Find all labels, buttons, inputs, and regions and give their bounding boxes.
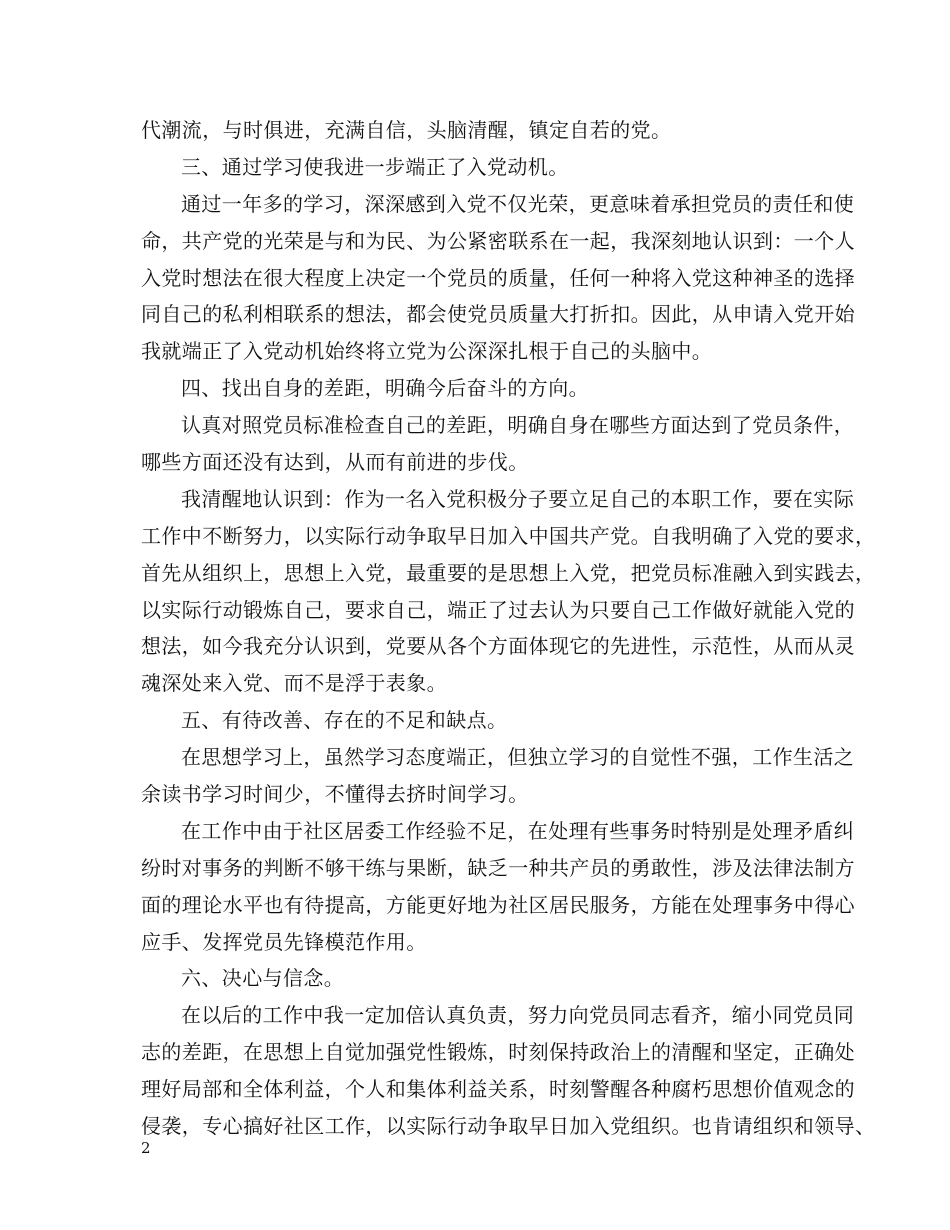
text-line: 代潮流，与时俱进，充满自信，头脑清醒，镇定自若的党。 xyxy=(141,118,672,142)
text-line: 入党时想法在很大程度上决定一个党员的质量，任何一种将入党这种神圣的选择 xyxy=(141,265,855,290)
text-line: 余读书学习时间少，不懂得去挤时间学习。 xyxy=(141,782,529,807)
text-line: 我清醒地认识到：作为一名入党积极分子要立足自己的本职工作，要在实际 xyxy=(181,486,855,511)
text-line: 同自己的私利相联系的想法，都会使党员质量大打折扣。因此，从申请入党开始 xyxy=(141,302,855,327)
section-heading: 六、决心与信念。 xyxy=(181,966,345,991)
text-line: 理好局部和全体利益，个人和集体利益关系，时刻警醒各种腐朽思想价值观念的 xyxy=(141,1077,855,1102)
text-line: 面的理论水平也有待提高，方能更好地为社区居民服务，方能在处理事务中得心 xyxy=(141,892,855,917)
text-line: 在以后的工作中我一定加倍认真负责，努力向党员同志看齐，缩小同党员同 xyxy=(181,1003,855,1028)
text-line: 志的差距，在思想上自觉加强党性锻炼，时刻保持政治上的清醒和坚定，正确处 xyxy=(141,1040,855,1065)
text-line: 命，共产党的光荣是与和为民、为公紧密联系在一起，我深刻地认识到：一个人 xyxy=(141,228,855,253)
section-heading: 五、有待改善、存在的不足和缺点。 xyxy=(181,708,508,733)
text-line: 在思想学习上，虽然学习态度端正，但独立学习的自觉性不强，工作生活之 xyxy=(181,745,855,770)
text-line: 侵袭，专心搞好社区工作，以实际行动争取早日加入党组织。也肯请组织和领导、 xyxy=(141,1114,876,1139)
text-line: 应手、发挥党员先锋模范作用。 xyxy=(141,929,427,954)
text-line: 想法，如今我充分认识到，党要从各个方面体现它的先进性，示范性，从而从灵 xyxy=(141,634,855,659)
text-line: 在工作中由于社区居委工作经验不足，在处理有些事务时特别是处理矛盾纠 xyxy=(181,818,855,843)
text-line: 工作中不断努力，以实际行动争取早日加入中国共产党。自我明确了入党的要求， xyxy=(141,523,876,548)
section-heading: 三、通过学习使我进一步端正了入党动机。 xyxy=(181,154,569,179)
text-line: 魂深处来入党、而不是浮于表象。 xyxy=(141,671,447,696)
text-line: 哪些方面还没有达到，从而有前进的步伐。 xyxy=(141,450,529,475)
body-text xyxy=(141,112,876,1145)
text-line: 通过一年多的学习，深深感到入党不仅光荣，更意味着承担党员的责任和使 xyxy=(181,191,855,216)
section-heading: 四、找出自身的差距，明确今后奋斗的方向。 xyxy=(181,376,589,401)
text-line: 首先从组织上，思想上入党，最重要的是思想上入党，把党员标准融入到实践去， xyxy=(141,560,876,585)
text-line: 以实际行动锻炼自己，要求自己，端正了过去认为只要自己工作做好就能入党的 xyxy=(141,597,855,622)
text-line: 我就端正了入党动机始终将立党为公深深扎根于自己的头脑中。 xyxy=(141,339,713,364)
text-line: 认真对照党员标准检查自己的差距，明确自身在哪些方面达到了党员条件， xyxy=(181,413,855,438)
text-line: 纷时对事务的判断不够干练与果断，缺乏一种共产员的勇敢性，涉及法律法制方 xyxy=(141,855,855,880)
page-number: 2 xyxy=(141,1139,151,1157)
